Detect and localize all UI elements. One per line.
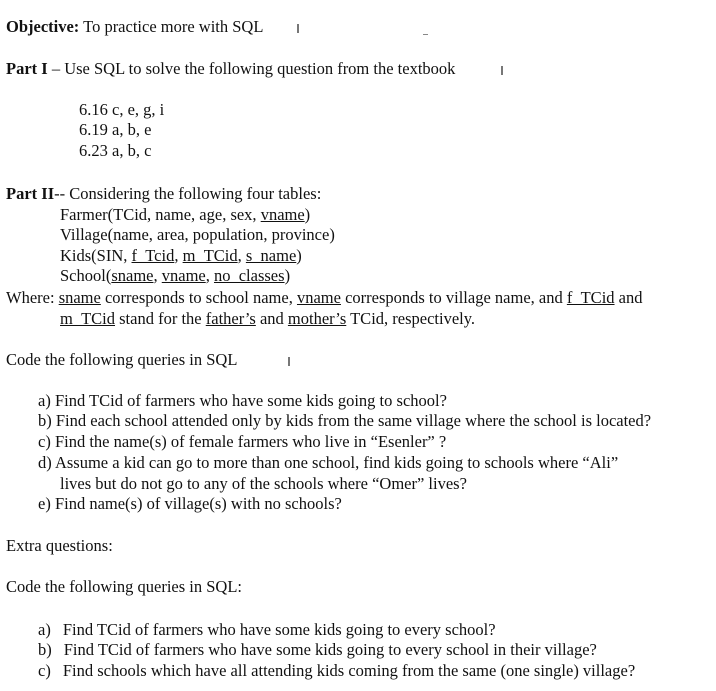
- key-field: vname: [260, 205, 305, 224]
- key-field: no_classes: [213, 266, 285, 285]
- where-line-1: [6, 288, 642, 308]
- objective-line: [6, 17, 263, 37]
- query-item: d) Assume a kid can go to more than one school, find kids going to schools where “Ali”: [38, 453, 619, 472]
- table-village: [60, 225, 335, 245]
- extra-marker: c): [38, 661, 51, 680]
- part1-item: 6.23 a, b, c: [79, 141, 152, 160]
- part1-item: 6.19 a, b, e: [79, 120, 152, 139]
- objective-label: Objective:: [6, 17, 80, 36]
- table-text: ,: [237, 246, 246, 265]
- where-text: and: [255, 309, 288, 328]
- table-text: Village(name, area, population, province): [60, 225, 335, 244]
- key-field: f_Tcid: [131, 246, 175, 265]
- where-text: corresponds to village name, and: [340, 288, 567, 307]
- where-text: Where:: [6, 288, 59, 307]
- extra-item: [38, 620, 496, 640]
- query-item: c) Find the name(s) of female farmers who live in “Esenler” ?: [38, 432, 447, 451]
- cursor-mark-3: [288, 357, 290, 366]
- table-text: School(: [60, 266, 112, 285]
- part1-item: 6.16 c, e, g, i: [79, 100, 165, 119]
- table-text: ,: [205, 266, 214, 285]
- part1-text: – Use SQL to solve the following question from the textbook: [47, 59, 456, 78]
- table-kids: [60, 246, 302, 266]
- where-text: and: [614, 288, 643, 307]
- table-farmer: [60, 205, 310, 225]
- table-school: [60, 266, 290, 286]
- extra-text: Find TCid of farmers who have some kids going to every school?: [62, 620, 496, 639]
- query-item: b) Find each school attended only by kids from the same village where the school is located?: [38, 411, 652, 430]
- query-item-continued: lives but do not go to any of the schools where “Omer” lives?: [60, 474, 467, 493]
- where-term: f_TCid: [566, 288, 615, 307]
- table-text: ): [284, 266, 291, 285]
- extra-text: Find schools which have all attending kids coming from the same (one single) village?: [62, 661, 636, 680]
- extra-marker: b): [38, 640, 52, 659]
- key-field: sname: [111, 266, 154, 285]
- table-text: ,: [174, 246, 183, 265]
- where-term: m_TCid: [60, 309, 116, 328]
- part2-label: Part II: [6, 184, 55, 203]
- where-text: TCid, respectively.: [346, 309, 476, 328]
- part1-line: [6, 59, 455, 79]
- query-item: e) Find name(s) of village(s) with no schools?: [38, 494, 342, 513]
- extra-text: Find TCid of farmers who have some kids going to every school in their village?: [63, 640, 597, 659]
- cursor-mark: [297, 24, 299, 33]
- where-text: corresponds to school name,: [100, 288, 297, 307]
- dash-mark: [423, 34, 428, 35]
- where-term: sname: [58, 288, 101, 307]
- where-text: stand for the: [115, 309, 206, 328]
- table-text: ): [304, 205, 311, 224]
- table-text: ,: [153, 266, 162, 285]
- cursor-mark-2: [501, 66, 503, 75]
- queries-intro: Code the following queries in SQL: [6, 350, 238, 369]
- key-field: s_name: [245, 246, 297, 265]
- key-field: m_TCid: [182, 246, 238, 265]
- extra-title: Extra questions:: [6, 536, 113, 555]
- table-text: ): [296, 246, 302, 265]
- part2-line: [6, 184, 321, 204]
- extra-marker: a): [38, 620, 51, 639]
- where-term: father’s: [205, 309, 256, 328]
- query-item: a) Find TCid of farmers who have some kids going to school?: [38, 391, 447, 410]
- part1-label: Part I: [6, 59, 48, 78]
- key-field: vname: [161, 266, 206, 285]
- objective-text: To practice more with SQL: [79, 17, 264, 36]
- extra-intro: Code the following queries in SQL:: [6, 577, 243, 596]
- where-term: vname: [296, 288, 341, 307]
- table-text: Farmer(TCid, name, age, sex,: [60, 205, 261, 224]
- table-text: Kids(SIN,: [60, 246, 132, 265]
- part2-text: -- Considering the following four tables:: [54, 184, 322, 203]
- extra-item: [38, 640, 597, 660]
- where-term: mother’s: [287, 309, 347, 328]
- extra-item: [38, 661, 635, 681]
- where-line-2: [60, 309, 475, 329]
